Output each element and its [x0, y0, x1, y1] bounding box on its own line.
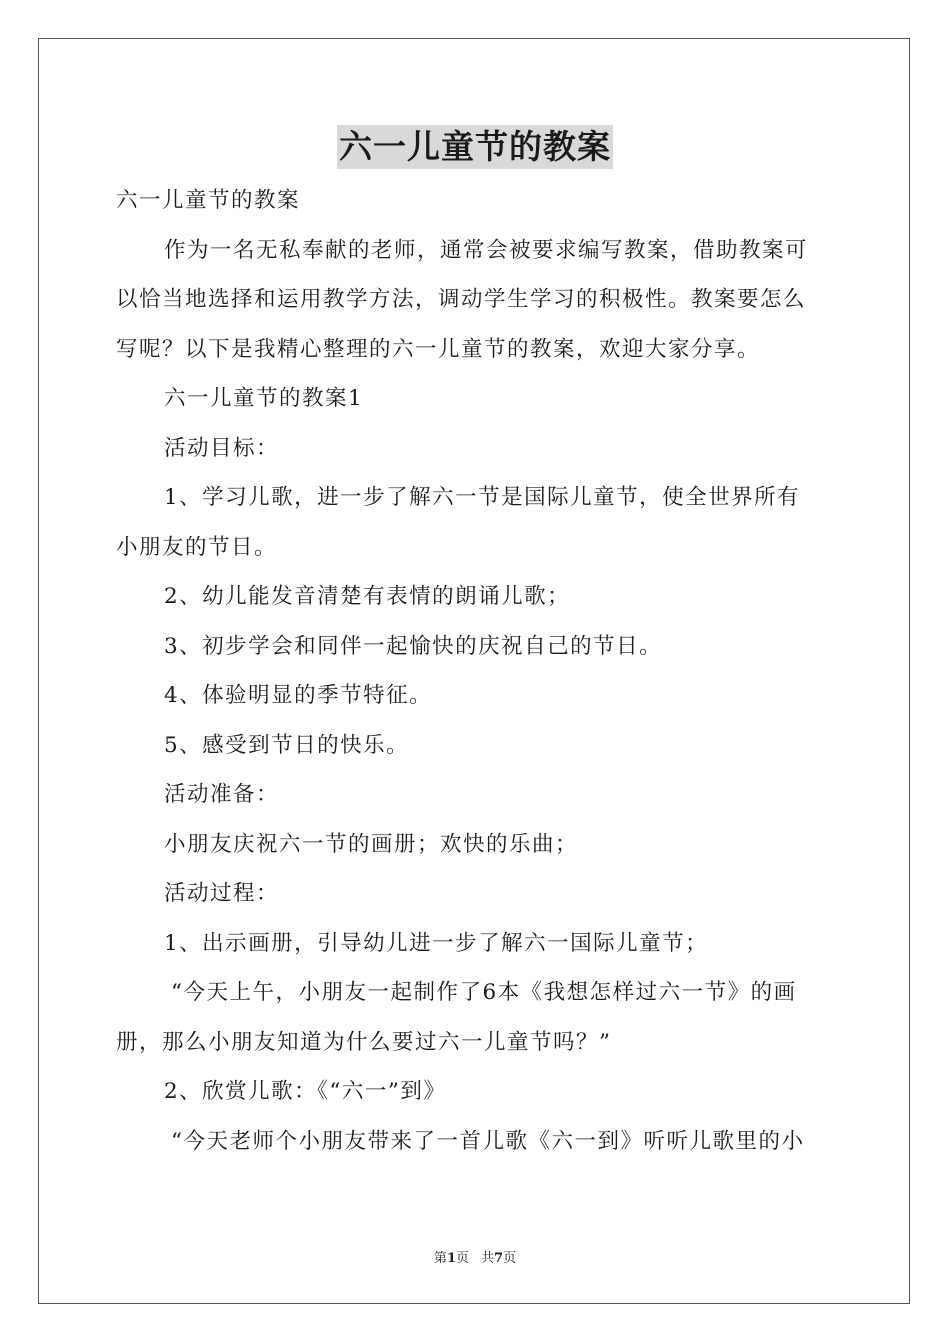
- process-step-1: 1、出示画册，引导幼儿进一步了解六一国际儿童节；: [164, 930, 709, 956]
- goal-item-2: 2、幼儿能发音清楚有表情的朗诵儿歌；: [164, 584, 571, 609]
- section-heading-process: 活动过程：: [164, 881, 280, 906]
- goal-item-5: 5、感受到节日的快乐。: [164, 732, 410, 758]
- page-footer: [0, 1247, 950, 1266]
- goal-item-3: 3、初步学会和同伴一起愉快的庆祝自己的节日。: [164, 633, 663, 659]
- footer-total-unit: 页: [503, 1251, 517, 1266]
- section-heading-preparation: 活动准备：: [164, 782, 280, 807]
- section-heading-plan-1: 六一儿童节的教案1: [164, 386, 364, 411]
- document-title: 六一儿童节的教案: [337, 125, 613, 169]
- body-line-intro-1: 作为一名无私奉献的老师，通常会被要求编写教案，借助教案可: [164, 237, 809, 263]
- section-heading-goals: 活动目标：: [164, 435, 280, 461]
- body-line-intro-3: 写呢？以下是我精心整理的六一儿童节的教案，欢迎大家分享。: [116, 336, 761, 362]
- process-step-2: 2、欣赏儿歌：《“六一”到》: [164, 1079, 447, 1104]
- process-quote-1-cont: 册，那么小朋友知道为什么要过六一儿童节吗？”: [116, 1029, 612, 1055]
- footer-page-prefix: 第: [433, 1251, 447, 1266]
- process-quote-1: “今天上午，小朋友一起制作了6本《我想怎样过六一节》的画: [171, 980, 797, 1005]
- title-container: [0, 125, 950, 169]
- goal-item-1: 1、学习儿歌，进一步了解六一节是国际儿童节，使全世界所有: [164, 485, 801, 510]
- footer-total-prefix: 共: [481, 1251, 495, 1266]
- footer-page-unit: 页: [455, 1251, 469, 1266]
- body-line-subtitle: 六一儿童节的教案: [116, 188, 301, 213]
- goal-item-4: 4、体验明显的季节特征。: [164, 683, 433, 708]
- footer-page-total: 7: [494, 1251, 504, 1266]
- document-body: [116, 176, 836, 1166]
- footer-page-current: 1: [446, 1251, 456, 1266]
- process-quote-2: “今天老师个小朋友带来了一首儿歌《六一到》听听儿歌里的小: [171, 1128, 805, 1154]
- preparation-text: 小朋友庆祝六一节的画册；欢快的乐曲；: [164, 831, 579, 857]
- body-line-intro-2: 以恰当地选择和运用教学方法，调动学生学习的积极性。教案要怎么: [116, 287, 807, 312]
- goal-item-1-cont: 小朋友的节日。: [116, 534, 278, 560]
